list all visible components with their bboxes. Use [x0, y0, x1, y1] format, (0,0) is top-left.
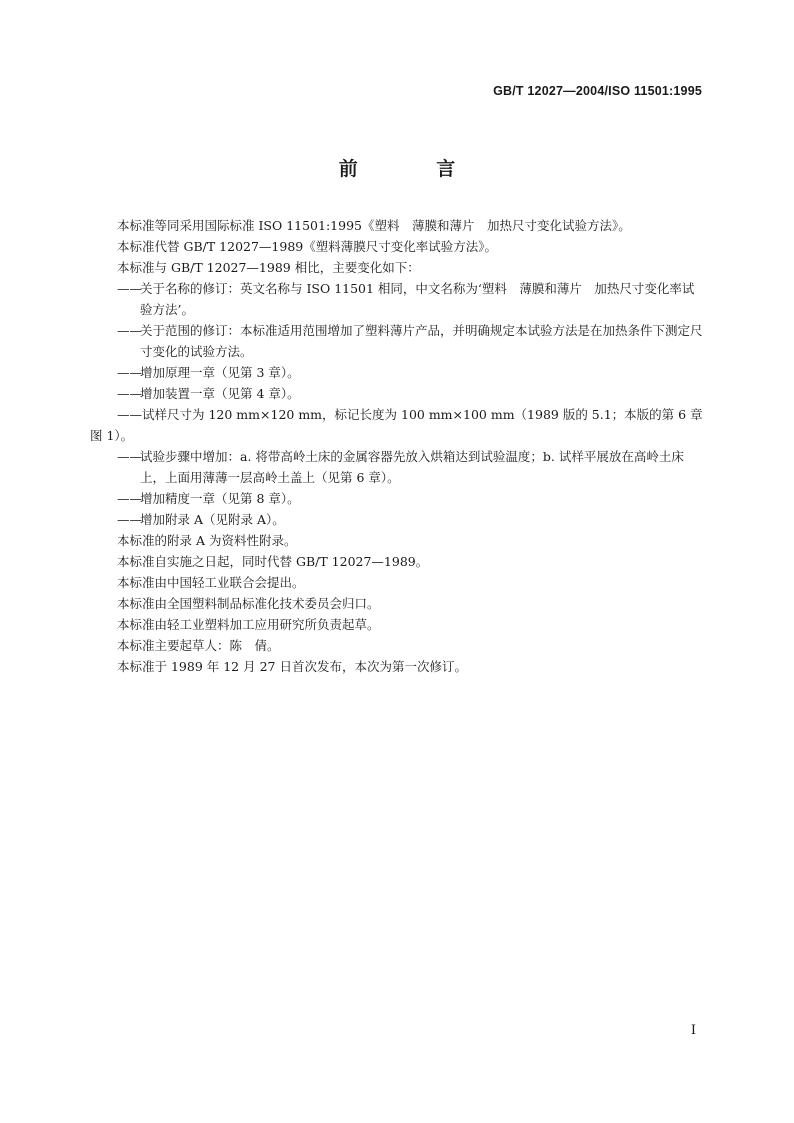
dash-item-text: 关于名称的修订：英文名称与 ISO 11501 相同，中文名称为‘塑料 薄膜和薄片 加热尺寸变化率试验方法’。: [140, 281, 695, 317]
dash-list-item: [90, 383, 704, 404]
dash-mark: ——: [117, 323, 142, 338]
paragraph: 本标准代替 GB/T 12027—1989《塑料薄膜尺寸变化率试验方法》。: [117, 239, 497, 254]
dash-item-text: 增加原理一章（见第 3 章）。: [140, 365, 300, 380]
dash-mark: ——: [117, 491, 142, 506]
foreword-body: [90, 215, 704, 677]
dash-mark: ——: [117, 512, 142, 527]
dash-list-item: [90, 446, 704, 488]
dash-mark: ——: [117, 449, 142, 464]
dash-list-item: [90, 278, 704, 320]
dash-list-item: [90, 509, 704, 530]
page-title: 前 言: [338, 158, 492, 180]
dash-item-text: 增加精度一章（见第 8 章）。: [140, 491, 300, 506]
dash-list-item: ——试样尺寸为 120 mm×120 mm，标记长度为 100 mm×100 mm（1989 版的 5.1；本版的第 6 章图 1）。: [90, 407, 703, 443]
dash-mark: ——: [117, 386, 142, 401]
paragraph: 本标准自实施之日起，同时代替 GB/T 12027—1989。: [117, 554, 429, 569]
dash-list-item: [90, 488, 704, 509]
paragraph: 本标准的附录 A 为资料性附录。: [117, 533, 297, 548]
paragraph: 本标准于 1989 年 12 月 27 日首次发布，本次为第一次修订。: [117, 659, 467, 674]
page-number: I: [690, 1023, 696, 1038]
dash-list-item: [90, 362, 704, 383]
dash-mark: ——: [117, 365, 142, 380]
dash-list-item: [90, 320, 704, 362]
paragraph: 本标准由中国轻工业联合会提出。: [117, 575, 305, 590]
paragraph: 本标准由轻工业塑料加工应用研究所负责起草。: [117, 617, 380, 632]
standard-code: GB/T 12027—2004/ISO 11501:1995: [493, 84, 702, 98]
paragraph: 本标准主要起草人：陈 倩。: [117, 638, 280, 653]
paragraph: 本标准由全国塑料制品标准化技术委员会归口。: [117, 596, 380, 611]
paragraph: 本标准等同采用国际标准 ISO 11501:1995《塑料 薄膜和薄片 加热尺寸变化试验方法》。: [117, 218, 631, 233]
dash-item-text: 增加装置一章（见第 4 章）。: [140, 386, 300, 401]
dash-item-text: 试验步骤中增加：a. 将带高岭土床的金属容器先放入烘箱达到试验温度；b. 试样平展放在高岭土床上，上面用薄薄一层高岭土盖上（见第 6 章）。: [140, 449, 684, 485]
dash-item-text: 增加附录 A（见附录 A）。: [140, 512, 285, 527]
dash-item-text: 关于范围的修订：本标准适用范围增加了塑料薄片产品，并明确规定本试验方法是在加热条件下测定尺寸变化的试验方法。: [140, 323, 703, 359]
dash-mark: ——: [117, 281, 142, 296]
paragraph: 本标准与 GB/T 12027—1989 相比，主要变化如下：: [117, 260, 420, 275]
